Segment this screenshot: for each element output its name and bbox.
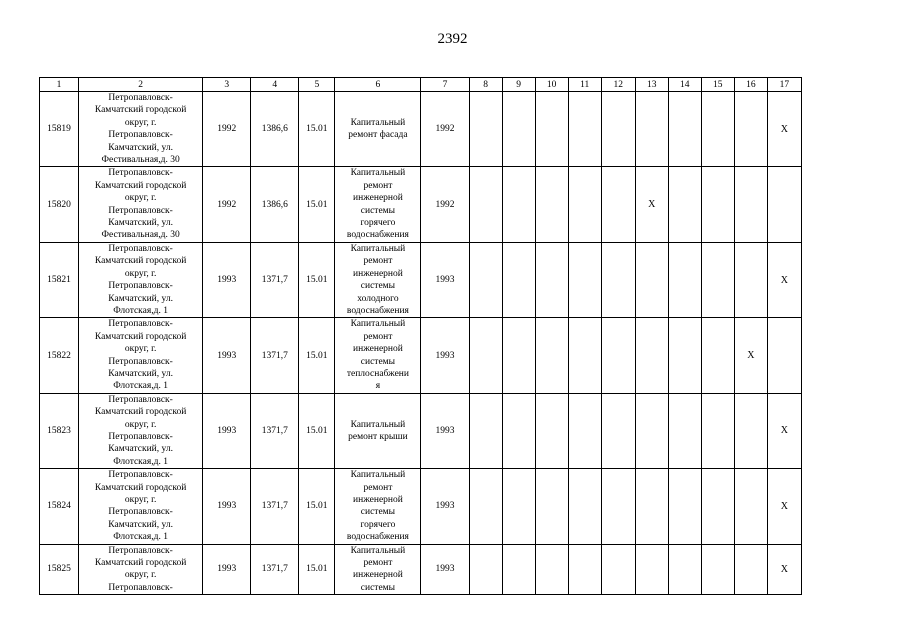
work-type-cell-text: Капитальный ремонт инженерной системы холодного водоснабжения [346,243,409,316]
planned-year-cell [421,318,469,393]
mark-text: X [747,350,755,362]
mark-cell [601,92,635,167]
column-header: 14 [668,78,701,92]
table-row [40,544,802,595]
address-cell-text: Петропавловск- Камчатский городской округ, г. Петропавловск- Камчатский, ул. Флотская,д. 1 [94,470,187,543]
work-type-cell [335,242,421,317]
mark-cell [668,167,701,242]
planned-year-cell-text: 1993 [435,564,455,575]
address-cell [79,393,203,468]
mark-cell [767,167,801,242]
mark-cell [601,242,635,317]
column-header: 10 [535,78,568,92]
mark-cell [535,469,568,544]
year-built-cell-text: 1992 [217,124,237,135]
mark-cell [469,393,502,468]
mark-cell [734,393,767,468]
mark-cell [668,544,701,595]
planned-year-cell [421,242,469,317]
column-header: 2 [79,78,203,92]
row-id-cell-text: 15820 [47,199,71,210]
mark-cell [535,167,568,242]
address-cell-text: Петропавловск- Камчатский городской округ, г. Петропавловск- Камчатский, ул. Фестивальная,д. 30 [94,168,187,241]
year-built-cell-text: 1993 [217,564,237,575]
row-id-cell-text: 15822 [47,350,71,361]
mark-cell [701,318,734,393]
area-cell-text: 1386,6 [261,199,288,210]
table-row [40,167,802,242]
table-row [40,92,802,167]
mark-cell [568,318,601,393]
mark-cell [668,318,701,393]
code-cell [299,92,335,167]
area-cell-text: 1371,7 [261,275,288,286]
area-cell-text: 1371,7 [261,564,288,575]
row-id-cell-text: 15823 [47,425,71,436]
year-built-cell-text: 1993 [217,425,237,436]
mark-cell [601,167,635,242]
mark-cell [601,469,635,544]
planned-year-cell [421,92,469,167]
mark-cell [734,242,767,317]
mark-cell [668,469,701,544]
mark-text: X [780,123,789,135]
mark-cell [701,393,734,468]
mark-cell [502,469,535,544]
mark-cell [767,242,801,317]
mark-cell [601,318,635,393]
code-cell [299,393,335,468]
column-header: 16 [734,78,767,92]
work-type-cell-text: Капитальный ремонт инженерной системы горячего водоснабжения [346,168,409,241]
mark-cell [535,92,568,167]
mark-cell [568,469,601,544]
mark-cell [767,393,801,468]
mark-cell [635,242,668,317]
mark-cell [535,393,568,468]
page-number: 2392 [437,31,468,47]
address-cell [79,318,203,393]
mark-text: X [648,199,656,211]
address-cell [79,92,203,167]
column-header: 17 [767,78,801,92]
mark-cell [635,92,668,167]
column-header: 8 [469,78,502,92]
mark-cell [767,544,801,595]
column-header: 7 [421,78,469,92]
table-row [40,318,802,393]
mark-cell [502,544,535,595]
mark-cell [469,469,502,544]
address-cell-text: Петропавловск- Камчатский городской округ, г. Петропавловск- [94,545,187,593]
column-header: 15 [701,78,734,92]
area-cell [251,393,299,468]
mark-cell [469,167,502,242]
mark-cell [701,242,734,317]
address-cell [79,544,203,595]
mark-cell [767,469,801,544]
address-cell-text: Петропавловск- Камчатский городской округ, г. Петропавловск- Камчатский, ул. Флотская,д. 1 [94,243,187,316]
year-built-cell-text: 1993 [217,501,237,512]
work-type-cell [335,318,421,393]
mark-cell [568,242,601,317]
mark-cell [734,92,767,167]
area-cell [251,167,299,242]
area-cell [251,469,299,544]
address-cell-text: Петропавловск- Камчатский городской округ, г. Петропавловск- Камчатский, ул. Фестивальная,д. 30 [94,93,187,166]
code-cell-text: 15.01 [306,199,328,210]
code-cell-text: 15.01 [306,501,328,512]
code-cell-text: 15.01 [306,564,328,575]
mark-cell [734,469,767,544]
mark-cell [635,544,668,595]
column-header: 4 [251,78,299,92]
year-built-cell-text: 1993 [217,275,237,286]
mark-cell [701,544,734,595]
mark-cell [601,393,635,468]
table-row [40,242,802,317]
row-id-cell-text: 15824 [47,501,71,512]
planned-year-cell-text: 1993 [435,275,455,286]
code-cell-text: 15.01 [306,124,328,135]
mark-cell [535,318,568,393]
code-cell [299,242,335,317]
column-header: 12 [601,78,635,92]
work-type-cell [335,92,421,167]
mark-cell [469,318,502,393]
mark-cell [502,393,535,468]
row-id-cell [40,469,79,544]
repair-schedule-table [39,77,802,595]
planned-year-cell-text: 1993 [435,350,455,361]
row-id-cell [40,393,79,468]
table-row [40,469,802,544]
row-id-cell [40,242,79,317]
mark-text: X [780,425,789,437]
work-type-cell [335,167,421,242]
area-cell [251,544,299,595]
planned-year-cell [421,469,469,544]
column-header: 11 [568,78,601,92]
work-type-cell-text: Капитальный ремонт инженерной системы [350,545,406,593]
row-id-cell [40,318,79,393]
row-id-cell [40,167,79,242]
mark-cell [734,167,767,242]
work-type-cell [335,544,421,595]
year-built-cell [203,393,251,468]
row-id-cell [40,92,79,167]
year-built-cell [203,242,251,317]
row-id-cell-text: 15821 [47,275,71,286]
mark-cell [701,469,734,544]
area-cell [251,318,299,393]
mark-cell [502,92,535,167]
year-built-cell-text: 1993 [217,350,237,361]
row-id-cell-text: 15825 [47,564,71,575]
mark-cell [767,318,801,393]
planned-year-cell-text: 1993 [435,501,455,512]
planned-year-cell [421,393,469,468]
work-type-cell-text: Капитальный ремонт инженерной системы теплоснабжени я [346,319,409,392]
mark-cell [734,544,767,595]
work-type-cell [335,393,421,468]
address-cell-text: Петропавловск- Камчатский городской округ, г. Петропавловск- Камчатский, ул. Флотская,д. 1 [94,394,187,467]
mark-cell [568,167,601,242]
area-cell-text: 1371,7 [261,425,288,436]
column-header: 6 [335,78,421,92]
column-header: 9 [502,78,535,92]
mark-cell [635,167,668,242]
work-type-cell [335,469,421,544]
work-type-cell-text: Капитальный ремонт фасада [348,117,408,141]
code-cell [299,469,335,544]
mark-cell [635,393,668,468]
year-built-cell [203,318,251,393]
mark-cell [502,167,535,242]
address-cell [79,167,203,242]
planned-year-cell-text: 1993 [435,425,455,436]
table-row [40,393,802,468]
column-header: 13 [635,78,668,92]
column-header: 5 [299,78,335,92]
code-cell [299,318,335,393]
mark-cell [469,544,502,595]
mark-cell [734,318,767,393]
mark-cell [701,167,734,242]
code-cell-text: 15.01 [306,425,328,436]
mark-cell [568,544,601,595]
mark-cell [469,92,502,167]
work-type-cell-text: Капитальный ремонт крыши [348,419,408,442]
mark-cell [568,92,601,167]
year-built-cell [203,167,251,242]
code-cell-text: 15.01 [306,350,328,361]
address-cell [79,242,203,317]
area-cell-text: 1386,6 [261,124,288,135]
column-header: 3 [203,78,251,92]
mark-cell [601,544,635,595]
mark-cell [767,92,801,167]
area-cell-text: 1371,7 [261,350,288,361]
mark-cell [469,242,502,317]
year-built-cell [203,92,251,167]
area-cell [251,242,299,317]
year-built-cell [203,544,251,595]
planned-year-cell-text: 1992 [435,199,455,210]
header-row [40,78,802,92]
row-id-cell-text: 15819 [47,124,71,135]
mark-text: X [780,274,789,286]
year-built-cell-text: 1992 [217,199,237,210]
mark-cell [502,242,535,317]
mark-text: X [780,500,789,512]
work-type-cell-text: Капитальный ремонт инженерной системы горячего водоснабжения [346,470,409,543]
mark-cell [668,242,701,317]
code-cell [299,544,335,595]
mark-cell [502,318,535,393]
mark-cell [635,469,668,544]
planned-year-cell [421,167,469,242]
mark-cell [568,393,601,468]
mark-text: X [780,563,789,575]
address-cell [79,469,203,544]
column-header: 1 [40,78,79,92]
address-cell-text: Петропавловск- Камчатский городской округ, г. Петропавловск- Камчатский, ул. Флотская,д. 1 [94,319,187,392]
mark-cell [668,92,701,167]
year-built-cell [203,469,251,544]
mark-cell [535,544,568,595]
area-cell-text: 1371,7 [261,501,288,512]
row-id-cell [40,544,79,595]
area-cell [251,92,299,167]
mark-cell [635,318,668,393]
planned-year-cell [421,544,469,595]
planned-year-cell-text: 1992 [435,124,455,135]
mark-cell [701,92,734,167]
code-cell-text: 15.01 [306,275,328,286]
mark-cell [535,242,568,317]
mark-cell [668,393,701,468]
code-cell [299,167,335,242]
